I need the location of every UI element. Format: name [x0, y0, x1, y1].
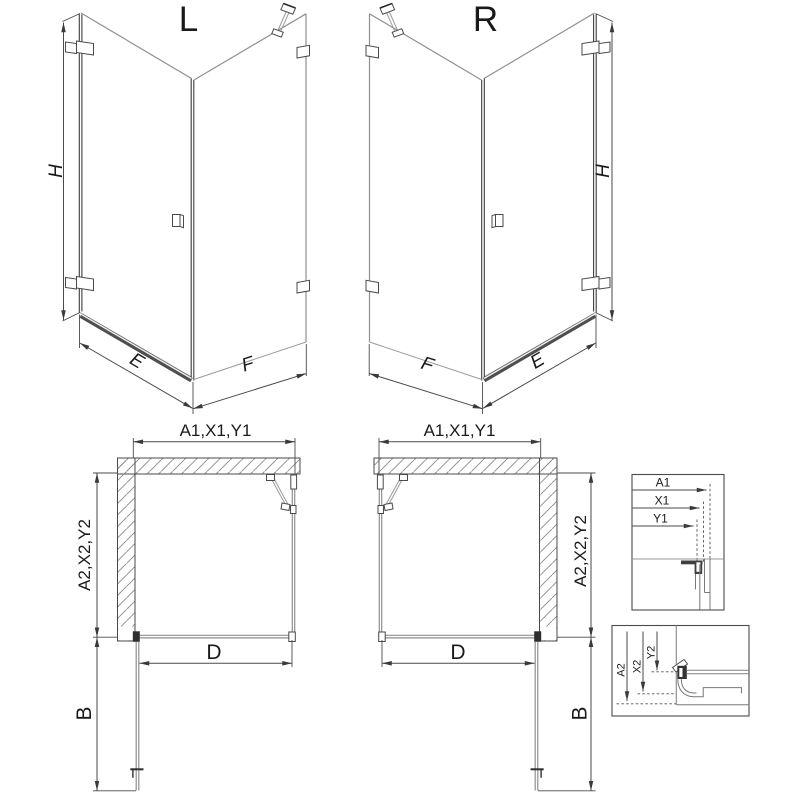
dim-label-door-width-right: E	[526, 348, 549, 374]
variant-label-right: R	[472, 0, 499, 39]
variant-label-left: L	[178, 0, 199, 39]
detail-dim-y1-label: Y1	[653, 511, 668, 526]
plan-right-top-dim-label: A1,X1,Y1	[423, 421, 496, 440]
hinge-bottom	[66, 277, 94, 291]
dim-label-height-right: H	[593, 164, 614, 178]
plan-right-open-dim-label: B	[568, 706, 592, 721]
door-hinge-plan	[534, 631, 541, 642]
support-bar	[272, 4, 296, 38]
hinge-top	[66, 41, 94, 55]
wall-clip-bottom	[297, 280, 310, 293]
detail-dim-a1-label: A1	[655, 475, 671, 490]
plan-left-open-dim-label: B	[73, 706, 96, 721]
dim-label-side-width-left: F	[239, 352, 257, 377]
door-hinge-plan	[133, 631, 140, 642]
dim-label-side-width-right: F	[418, 352, 436, 377]
door-handle	[173, 215, 184, 228]
detail-dim-y2-label: Y2	[645, 645, 658, 660]
plan-right-door-dim-label: D	[450, 641, 466, 664]
detail-dim-a2-label: A2	[615, 663, 628, 677]
dim-label-door-width-left: E	[125, 348, 148, 374]
perspective-view-right-art	[366, 4, 613, 415]
plan-view-left	[93, 438, 300, 791]
plan-left-door-dim-label: D	[206, 641, 222, 664]
perspective-view-left-art	[63, 4, 310, 415]
plan-view-right	[374, 438, 596, 791]
dim-label-height-left: H	[46, 164, 67, 178]
detail-dim-x2-label: X2	[631, 659, 644, 674]
detail-width-profile	[632, 475, 724, 611]
wall-clip-top	[297, 45, 310, 58]
plan-left-side-dim-label: A2,X2,Y2	[75, 519, 94, 591]
plan-right-side-dim-label: A2,X2,Y2	[571, 515, 590, 587]
plan-left-top-dim-label: A1,X1,Y1	[179, 421, 252, 440]
detail-dim-x1-label: X1	[654, 493, 670, 508]
